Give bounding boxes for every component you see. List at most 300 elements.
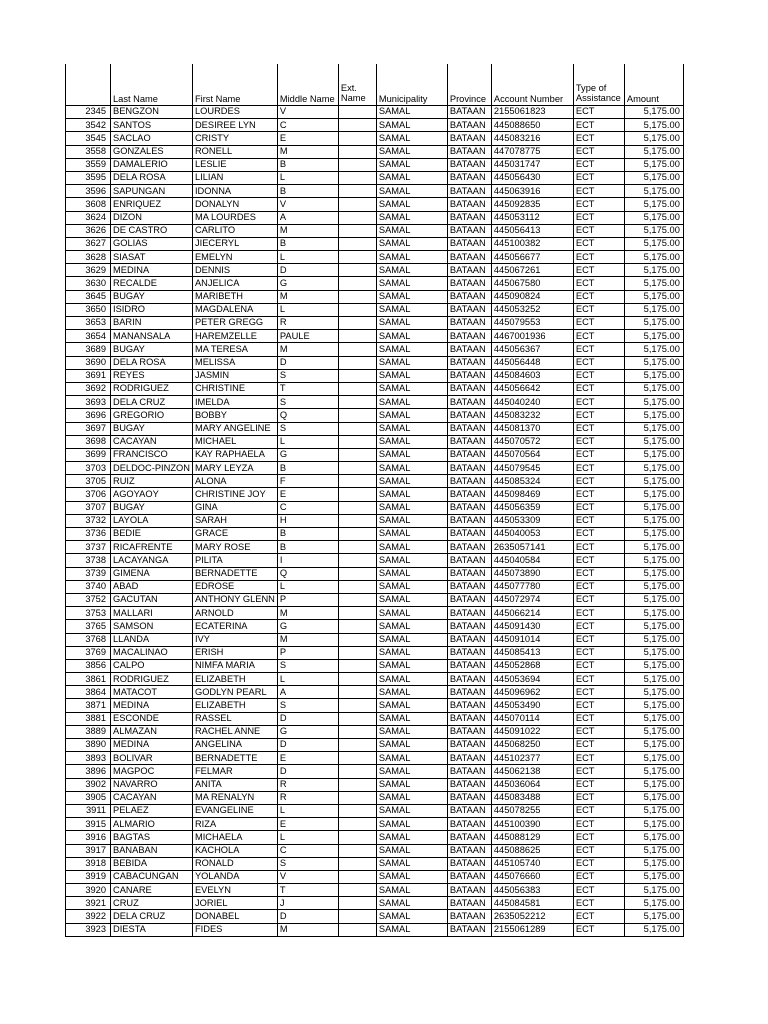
cell-assistance-type: ECT [573,910,624,923]
cell-middle-name: H [277,514,338,527]
cell-assistance-type: ECT [573,382,624,395]
cell-account-number: 447078775 [491,145,573,158]
cell-ext-name [338,765,376,778]
cell-middle-name: C [277,844,338,857]
cell-province: BATAAN [447,765,491,778]
cell-ext-name [338,659,376,672]
cell-ext-name [338,158,376,171]
cell-account-number: 445053112 [491,211,573,224]
cell-assistance-type: ECT [573,844,624,857]
cell-row-number: 3542 [66,119,111,132]
cell-amount: 5,175.00 [624,673,683,686]
cell-amount: 5,175.00 [624,593,683,606]
cell-first-name: MAGDALENA [192,303,277,316]
cell-ext-name [338,593,376,606]
col-header-municipality: Municipality [376,64,447,106]
table-row [66,739,684,752]
col-header-province: Province [447,64,491,106]
table-row [66,303,684,316]
cell-ext-name [338,224,376,237]
cell-account-number: 4467001936 [491,330,573,343]
cell-assistance-type: ECT [573,646,624,659]
cell-row-number: 3693 [66,396,111,409]
table-row [66,277,684,290]
cell-account-number: 445056367 [491,343,573,356]
cell-province: BATAAN [447,541,491,554]
cell-assistance-type: ECT [573,158,624,171]
cell-last-name: LAYOLA [111,514,193,527]
cell-last-name: MEDINA [111,739,193,752]
cell-assistance-type: ECT [573,409,624,422]
cell-middle-name: G [277,448,338,461]
cell-province: BATAAN [447,317,491,330]
cell-middle-name: P [277,593,338,606]
cell-municipality: SAMAL [376,462,447,475]
cell-province: BATAAN [447,870,491,883]
cell-first-name: RIZA [192,818,277,831]
cell-first-name: MARY ANGELINE [192,422,277,435]
cell-first-name: SARAH [192,514,277,527]
cell-amount: 5,175.00 [624,369,683,382]
table-row [66,593,684,606]
cell-account-number: 445031747 [491,158,573,171]
cell-row-number: 3558 [66,145,111,158]
cell-account-number: 445056642 [491,382,573,395]
cell-row-number: 3916 [66,831,111,844]
cell-first-name: IMELDA [192,396,277,409]
cell-account-number: 445091430 [491,620,573,633]
cell-middle-name: G [277,725,338,738]
cell-province: BATAAN [447,778,491,791]
cell-last-name: DE CASTRO [111,224,193,237]
cell-first-name: IVY [192,633,277,646]
cell-municipality: SAMAL [376,317,447,330]
cell-ext-name [338,237,376,250]
cell-account-number: 445053490 [491,699,573,712]
cell-row-number: 3624 [66,211,111,224]
cell-ext-name [338,119,376,132]
cell-municipality: SAMAL [376,475,447,488]
cell-amount: 5,175.00 [624,752,683,765]
cell-assistance-type: ECT [573,541,624,554]
cell-first-name: MICHAEL [192,435,277,448]
cell-province: BATAAN [447,910,491,923]
cell-province: BATAAN [447,290,491,303]
cell-row-number: 3596 [66,185,111,198]
cell-ext-name [338,910,376,923]
col-header-ext-name-text: Ext. Name [340,82,366,104]
cell-last-name: SACLAO [111,132,193,145]
cell-first-name: ANGELINA [192,739,277,752]
cell-last-name: ABAD [111,580,193,593]
col-header-last-name: Last Name [111,64,193,106]
cell-amount: 5,175.00 [624,831,683,844]
cell-account-number: 445085324 [491,475,573,488]
cell-ext-name [338,106,376,119]
table-row [66,686,684,699]
cell-municipality: SAMAL [376,593,447,606]
cell-ext-name [338,831,376,844]
cell-ext-name [338,290,376,303]
table-row [66,923,684,936]
table-row [66,804,684,817]
cell-province: BATAAN [447,369,491,382]
cell-amount: 5,175.00 [624,317,683,330]
cell-row-number: 3698 [66,435,111,448]
cell-row-number: 3697 [66,422,111,435]
cell-first-name: KAY RAPHAELA [192,448,277,461]
cell-first-name: LILIAN [192,171,277,184]
cell-amount: 5,175.00 [624,290,683,303]
table-row [66,831,684,844]
cell-ext-name [338,923,376,936]
table-row [66,382,684,395]
cell-assistance-type: ECT [573,804,624,817]
cell-ext-name [338,462,376,475]
cell-municipality: SAMAL [376,659,447,672]
cell-row-number: 3889 [66,725,111,738]
cell-account-number: 445070114 [491,712,573,725]
cell-row-number: 3696 [66,409,111,422]
cell-row-number: 3893 [66,752,111,765]
cell-province: BATAAN [447,580,491,593]
cell-account-number: 2635057141 [491,541,573,554]
cell-municipality: SAMAL [376,514,447,527]
cell-municipality: SAMAL [376,422,447,435]
cell-ext-name [338,145,376,158]
cell-account-number: 445040584 [491,554,573,567]
cell-amount: 5,175.00 [624,330,683,343]
cell-account-number: 445105740 [491,857,573,870]
cell-assistance-type: ECT [573,462,624,475]
cell-last-name: BUGAY [111,290,193,303]
cell-assistance-type: ECT [573,422,624,435]
cell-account-number: 445098469 [491,488,573,501]
cell-row-number: 3626 [66,224,111,237]
cell-first-name: ANITA [192,778,277,791]
cell-amount: 5,175.00 [624,145,683,158]
cell-account-number: 445077780 [491,580,573,593]
cell-province: BATAAN [447,752,491,765]
cell-middle-name: M [277,633,338,646]
cell-amount: 5,175.00 [624,462,683,475]
cell-ext-name [338,541,376,554]
table-row [66,567,684,580]
cell-province: BATAAN [447,343,491,356]
cell-amount: 5,175.00 [624,106,683,119]
cell-account-number: 445088625 [491,844,573,857]
cell-assistance-type: ECT [573,396,624,409]
cell-account-number: 445079545 [491,462,573,475]
cell-ext-name [338,554,376,567]
cell-account-number: 445053309 [491,514,573,527]
cell-row-number: 3921 [66,897,111,910]
cell-province: BATAAN [447,462,491,475]
cell-province: BATAAN [447,501,491,514]
cell-assistance-type: ECT [573,712,624,725]
cell-ext-name [338,646,376,659]
cell-assistance-type: ECT [573,132,624,145]
cell-middle-name: V [277,106,338,119]
cell-province: BATAAN [447,251,491,264]
col-header-type-text: Type of Assistance [575,82,621,104]
cell-province: BATAAN [447,277,491,290]
cell-last-name: DIESTA [111,923,193,936]
cell-account-number: 445040240 [491,396,573,409]
cell-province: BATAAN [447,145,491,158]
cell-last-name: DELA ROSA [111,356,193,369]
cell-assistance-type: ECT [573,752,624,765]
cell-row-number: 3922 [66,910,111,923]
cell-last-name: REYES [111,369,193,382]
table-row [66,514,684,527]
cell-middle-name: B [277,462,338,475]
cell-last-name: CACAYAN [111,435,193,448]
cell-middle-name: E [277,752,338,765]
cell-province: BATAAN [447,224,491,237]
cell-assistance-type: ECT [573,448,624,461]
cell-assistance-type: ECT [573,369,624,382]
table-row [66,818,684,831]
cell-account-number: 445091022 [491,725,573,738]
cell-ext-name [338,488,376,501]
cell-account-number: 445088650 [491,119,573,132]
cell-amount: 5,175.00 [624,554,683,567]
cell-middle-name: E [277,488,338,501]
cell-first-name: ANJELICA [192,277,277,290]
cell-middle-name: T [277,382,338,395]
cell-province: BATAAN [447,554,491,567]
cell-first-name: MA RENALYN [192,791,277,804]
cell-middle-name: M [277,145,338,158]
cell-row-number: 3911 [66,804,111,817]
cell-amount: 5,175.00 [624,356,683,369]
cell-last-name: SAMSON [111,620,193,633]
cell-province: BATAAN [447,303,491,316]
cell-province: BATAAN [447,659,491,672]
cell-row-number: 3905 [66,791,111,804]
cell-row-number: 3545 [66,132,111,145]
cell-middle-name: L [277,580,338,593]
cell-first-name: CARLITO [192,224,277,237]
cell-amount: 5,175.00 [624,725,683,738]
cell-ext-name [338,132,376,145]
cell-amount: 5,175.00 [624,778,683,791]
cell-row-number: 3628 [66,251,111,264]
cell-account-number: 445052868 [491,659,573,672]
cell-row-number: 3915 [66,818,111,831]
cell-municipality: SAMAL [376,488,447,501]
cell-amount: 5,175.00 [624,251,683,264]
cell-account-number: 445084581 [491,897,573,910]
cell-middle-name: F [277,475,338,488]
cell-first-name: MELISSA [192,356,277,369]
cell-province: BATAAN [447,396,491,409]
cell-assistance-type: ECT [573,567,624,580]
cell-amount: 5,175.00 [624,264,683,277]
cell-first-name: BOBBY [192,409,277,422]
cell-last-name: SIASAT [111,251,193,264]
cell-province: BATAAN [447,488,491,501]
cell-first-name: LESLIE [192,158,277,171]
cell-row-number: 3595 [66,171,111,184]
cell-last-name: RODRIGUEZ [111,673,193,686]
cell-row-number: 3738 [66,554,111,567]
cell-last-name: ENRIQUEZ [111,198,193,211]
cell-middle-name: R [277,791,338,804]
cell-assistance-type: ECT [573,303,624,316]
cell-row-number: 3864 [66,686,111,699]
cell-account-number: 445053694 [491,673,573,686]
table-row [66,185,684,198]
cell-first-name: ERISH [192,646,277,659]
cell-first-name: YOLANDA [192,870,277,883]
cell-province: BATAAN [447,264,491,277]
cell-account-number: 445067261 [491,264,573,277]
cell-last-name: MACALINAO [111,646,193,659]
cell-municipality: SAMAL [376,910,447,923]
cell-row-number: 3692 [66,382,111,395]
cell-amount: 5,175.00 [624,343,683,356]
cell-middle-name: R [277,778,338,791]
cell-amount: 5,175.00 [624,541,683,554]
cell-last-name: FRANCISCO [111,448,193,461]
cell-first-name: JASMIN [192,369,277,382]
cell-account-number: 445070572 [491,435,573,448]
cell-account-number: 2155061823 [491,106,573,119]
cell-first-name: HAREMZELLE [192,330,277,343]
cell-municipality: SAMAL [376,765,447,778]
cell-municipality: SAMAL [376,870,447,883]
cell-assistance-type: ECT [573,699,624,712]
table-row [66,171,684,184]
cell-municipality: SAMAL [376,554,447,567]
cell-ext-name [338,884,376,897]
cell-municipality: SAMAL [376,633,447,646]
cell-account-number: 445056413 [491,224,573,237]
cell-account-number: 445091014 [491,633,573,646]
cell-first-name: GINA [192,501,277,514]
cell-first-name: FELMAR [192,765,277,778]
table-row [66,290,684,303]
cell-middle-name: L [277,303,338,316]
cell-assistance-type: ECT [573,290,624,303]
cell-assistance-type: ECT [573,119,624,132]
cell-middle-name: B [277,185,338,198]
table-row [66,198,684,211]
cell-last-name: BUGAY [111,501,193,514]
table-row [66,633,684,646]
cell-row-number: 3703 [66,462,111,475]
cell-municipality: SAMAL [376,607,447,620]
cell-assistance-type: ECT [573,897,624,910]
cell-ext-name [338,409,376,422]
cell-province: BATAAN [447,884,491,897]
cell-amount: 5,175.00 [624,501,683,514]
cell-municipality: SAMAL [376,646,447,659]
table-row [66,475,684,488]
cell-row-number: 3629 [66,264,111,277]
col-header-first-name: First Name [192,64,277,106]
cell-municipality: SAMAL [376,237,447,250]
cell-last-name: RODRIGUEZ [111,382,193,395]
cell-first-name: MICHAELA [192,831,277,844]
cell-amount: 5,175.00 [624,237,683,250]
cell-row-number: 3740 [66,580,111,593]
cell-province: BATAAN [447,725,491,738]
table-row [66,607,684,620]
cell-municipality: SAMAL [376,804,447,817]
cell-middle-name: B [277,158,338,171]
cell-assistance-type: ECT [573,686,624,699]
table-row [66,725,684,738]
cell-middle-name: M [277,343,338,356]
cell-last-name: RUIZ [111,475,193,488]
cell-row-number: 3627 [66,237,111,250]
cell-first-name: RONALD [192,857,277,870]
cell-first-name: RASSEL [192,712,277,725]
cell-last-name: LACAYANGA [111,554,193,567]
cell-assistance-type: ECT [573,237,624,250]
cell-amount: 5,175.00 [624,884,683,897]
cell-assistance-type: ECT [573,356,624,369]
cell-amount: 5,175.00 [624,448,683,461]
cell-last-name: CANARE [111,884,193,897]
cell-middle-name: I [277,554,338,567]
table-row [66,870,684,883]
cell-middle-name: Q [277,409,338,422]
cell-province: BATAAN [447,804,491,817]
cell-middle-name: L [277,435,338,448]
cell-row-number: 3645 [66,290,111,303]
cell-row-number: 3739 [66,567,111,580]
cell-first-name: MA LOURDES [192,211,277,224]
cell-last-name: SAPUNGAN [111,185,193,198]
cell-first-name: NIMFA MARIA [192,659,277,672]
table-row [66,765,684,778]
cell-account-number: 445066214 [491,607,573,620]
cell-middle-name: D [277,765,338,778]
cell-last-name: BUGAY [111,343,193,356]
cell-middle-name: D [277,264,338,277]
cell-first-name: PILITA [192,554,277,567]
cell-municipality: SAMAL [376,132,447,145]
cell-last-name: AGOYAOY [111,488,193,501]
cell-municipality: SAMAL [376,396,447,409]
cell-province: BATAAN [447,897,491,910]
cell-amount: 5,175.00 [624,396,683,409]
cell-assistance-type: ECT [573,343,624,356]
cell-row-number: 3923 [66,923,111,936]
cell-middle-name: S [277,659,338,672]
cell-ext-name [338,369,376,382]
cell-assistance-type: ECT [573,198,624,211]
cell-first-name: DONALYN [192,198,277,211]
cell-assistance-type: ECT [573,106,624,119]
table-row [66,145,684,158]
cell-middle-name: J [277,897,338,910]
cell-province: BATAAN [447,567,491,580]
cell-amount: 5,175.00 [624,659,683,672]
cell-amount: 5,175.00 [624,132,683,145]
table-row [66,369,684,382]
cell-amount: 5,175.00 [624,633,683,646]
cell-row-number: 3737 [66,541,111,554]
cell-municipality: SAMAL [376,501,447,514]
table-row [66,448,684,461]
cell-amount: 5,175.00 [624,409,683,422]
cell-last-name: CACAYAN [111,791,193,804]
